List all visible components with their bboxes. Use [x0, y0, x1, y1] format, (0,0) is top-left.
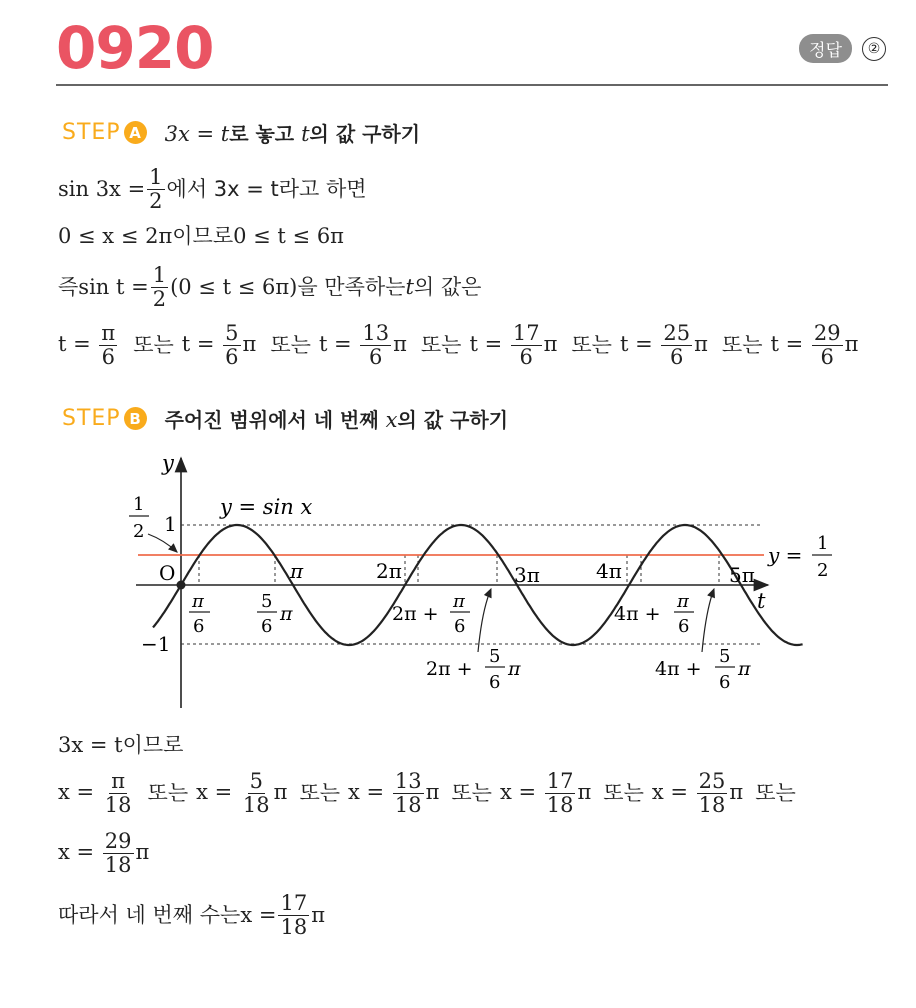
- numerator: 1: [152, 263, 167, 287]
- fraction: [103, 830, 134, 877]
- math: π: [577, 780, 592, 805]
- numerator: 29: [813, 321, 841, 345]
- half-callout-arrow: [148, 534, 177, 552]
- math: t: [301, 122, 310, 146]
- x-solutions-line-2: [58, 830, 149, 877]
- label-5pi: 5π: [729, 563, 755, 587]
- x-solutions-line: [58, 770, 796, 817]
- denominator: 6: [820, 345, 834, 370]
- x-solution: [196, 770, 287, 817]
- math: t =: [469, 332, 509, 357]
- numerator: 13: [362, 321, 390, 345]
- denominator: 6: [670, 345, 684, 370]
- half-line-label-den: 2: [817, 560, 829, 581]
- step-letter-badge: A: [124, 121, 147, 144]
- math: sin 3x =: [58, 177, 146, 202]
- math: (0 ≤ t ≤ 6π): [170, 275, 298, 300]
- math: π: [135, 840, 150, 865]
- math: x =: [196, 780, 239, 805]
- math: π: [543, 332, 558, 357]
- text: 의 값 구하기: [309, 122, 421, 146]
- label-2pi-pi6-den: 6: [454, 616, 466, 637]
- fraction: [393, 770, 424, 817]
- math: t =: [318, 332, 359, 357]
- fraction: [697, 770, 728, 817]
- text: 이므로: [122, 733, 184, 757]
- answer-choice: ②: [862, 37, 886, 61]
- label-2pi-pi6-num: π: [453, 591, 465, 612]
- or-word: 또는: [603, 781, 644, 806]
- label-2pi-plus-b: 2π +: [426, 658, 473, 680]
- line-4: [58, 735, 183, 756]
- denominator: 18: [242, 793, 270, 818]
- math: x: [385, 408, 398, 432]
- math: t: [220, 122, 230, 146]
- final-line: [58, 892, 325, 939]
- label-4pi-56-suffix: π: [738, 658, 751, 680]
- or-word: 또는: [721, 333, 763, 358]
- math: t =: [181, 332, 222, 357]
- math: π: [393, 332, 407, 357]
- fraction: [103, 770, 134, 817]
- math: t =: [770, 332, 810, 357]
- x-solution: [58, 770, 136, 817]
- numerator: 5: [225, 321, 239, 345]
- math: =: [189, 122, 221, 146]
- text: 에서 3x = t라고 하면: [166, 177, 367, 202]
- label-one: 1: [164, 512, 177, 536]
- denominator: 18: [546, 793, 574, 818]
- numerator: 1: [149, 165, 163, 189]
- or-word: 또는: [755, 781, 796, 806]
- or-word: 또는: [270, 333, 311, 358]
- x-solution: [348, 770, 439, 817]
- numerator: π: [111, 769, 126, 793]
- answer-badge: 정답: [799, 34, 852, 63]
- text: 로 놓고: [229, 122, 302, 146]
- step-label: STEP: [62, 406, 121, 431]
- fraction: [278, 892, 309, 939]
- math: 0 ≤ t ≤ 6π: [233, 224, 344, 248]
- label-4pi-56-num: 5: [719, 646, 731, 667]
- text: 즉: [58, 275, 79, 300]
- label-5pi6-num: 5: [261, 591, 273, 612]
- math: t =: [58, 332, 98, 357]
- label-pi: π: [290, 559, 304, 583]
- half-line-label-num: 1: [817, 533, 829, 554]
- origin-dot: [177, 581, 186, 590]
- denominator: 6: [519, 345, 533, 370]
- x-solution: [652, 770, 743, 817]
- label-4pi-56-den: 6: [719, 672, 731, 693]
- text: 따라서 네 번째 수는: [58, 903, 241, 928]
- denominator: 18: [698, 793, 726, 818]
- label-3pi: 3π: [514, 563, 540, 587]
- math: 3x: [164, 122, 190, 146]
- half-line-label: y =: [768, 543, 803, 567]
- math: π: [273, 780, 288, 805]
- denominator: 2: [149, 189, 163, 214]
- label-2pi-56-den: 6: [489, 672, 501, 693]
- math: x =: [58, 780, 101, 805]
- curve-label: y = sin x: [220, 495, 313, 519]
- step-label: STEP: [62, 120, 121, 145]
- math: 0 ≤ x ≤ 2π: [58, 224, 173, 248]
- text: 의 값 구하기: [397, 408, 509, 432]
- denominator: 2: [152, 287, 167, 312]
- math: π: [729, 780, 744, 805]
- or-word: 또는: [571, 333, 612, 358]
- or-word: 또는: [147, 781, 189, 806]
- math: π: [242, 332, 257, 357]
- numerator: 13: [394, 769, 422, 793]
- label-4pi-plus-b: 4π +: [655, 658, 702, 680]
- or-word: 또는: [420, 333, 462, 358]
- denominator: 18: [394, 793, 422, 818]
- denominator: 6: [369, 345, 383, 370]
- origin-label: O: [159, 561, 176, 585]
- label-pi6-den: 6: [193, 616, 205, 637]
- numerator: 29: [104, 829, 132, 853]
- math: x =: [58, 840, 101, 865]
- numerator: 5: [249, 769, 263, 793]
- or-word: 또는: [299, 781, 341, 806]
- denominator: 18: [104, 853, 132, 878]
- x-solution: [500, 770, 591, 817]
- numerator: π: [101, 321, 116, 345]
- fraction: [241, 770, 272, 817]
- label-pi6-num: π: [192, 591, 204, 612]
- label-4pi: 4π: [596, 559, 622, 583]
- denominator: 6: [101, 345, 115, 370]
- math: x =: [240, 903, 277, 928]
- math: x =: [348, 780, 391, 805]
- x-solution: [58, 830, 149, 877]
- numerator: 17: [546, 769, 574, 793]
- math: π: [844, 332, 859, 357]
- or-word: 또는: [133, 333, 174, 358]
- math: x =: [651, 780, 695, 805]
- step-letter-badge: B: [124, 407, 147, 430]
- label-4pi-plus: 4π +: [614, 603, 661, 625]
- label-4pi-pi6-den: 6: [678, 616, 690, 637]
- callout-2pi-5pi6-arrow: [478, 589, 491, 652]
- math: t: [405, 275, 414, 300]
- numerator: 25: [663, 321, 691, 345]
- half-callout-den: 2: [133, 521, 145, 542]
- numerator: 25: [698, 769, 726, 793]
- denominator: 6: [225, 345, 239, 370]
- math: π: [425, 780, 440, 805]
- t-axis-label: t: [757, 589, 766, 613]
- problem-number: 0920: [56, 14, 214, 82]
- math: π: [311, 903, 325, 928]
- label-5pi6-suffix: π: [280, 603, 293, 625]
- label-minus-one: −1: [141, 632, 171, 656]
- text: 을 만족하는: [297, 275, 406, 300]
- text: 이므로: [172, 224, 234, 248]
- math: t =: [619, 332, 660, 357]
- or-word: 또는: [451, 781, 492, 806]
- text: 의 값은: [413, 275, 482, 300]
- text: 주어진 범위에서 네 번째: [164, 408, 386, 432]
- fraction: [545, 770, 576, 817]
- math: π: [694, 332, 708, 357]
- label-2pi-56-num: 5: [489, 646, 501, 667]
- math: 3x = t: [58, 733, 123, 757]
- math: x =: [499, 780, 543, 805]
- math: sin t =: [78, 275, 149, 300]
- y-axis-label: y: [162, 451, 174, 475]
- denominator: 18: [280, 915, 308, 940]
- label-2pi: 2π: [376, 559, 402, 583]
- label-2pi-56-suffix: π: [508, 658, 521, 680]
- numerator: 17: [512, 321, 540, 345]
- label-5pi6-den: 6: [261, 616, 273, 637]
- half-callout-num: 1: [133, 494, 145, 515]
- callout-4pi-5pi6-arrow: [702, 589, 714, 652]
- label-4pi-pi6-num: π: [677, 591, 689, 612]
- denominator: 18: [104, 793, 132, 818]
- label-2pi-plus: 2π +: [392, 603, 439, 625]
- numerator: 17: [280, 891, 308, 915]
